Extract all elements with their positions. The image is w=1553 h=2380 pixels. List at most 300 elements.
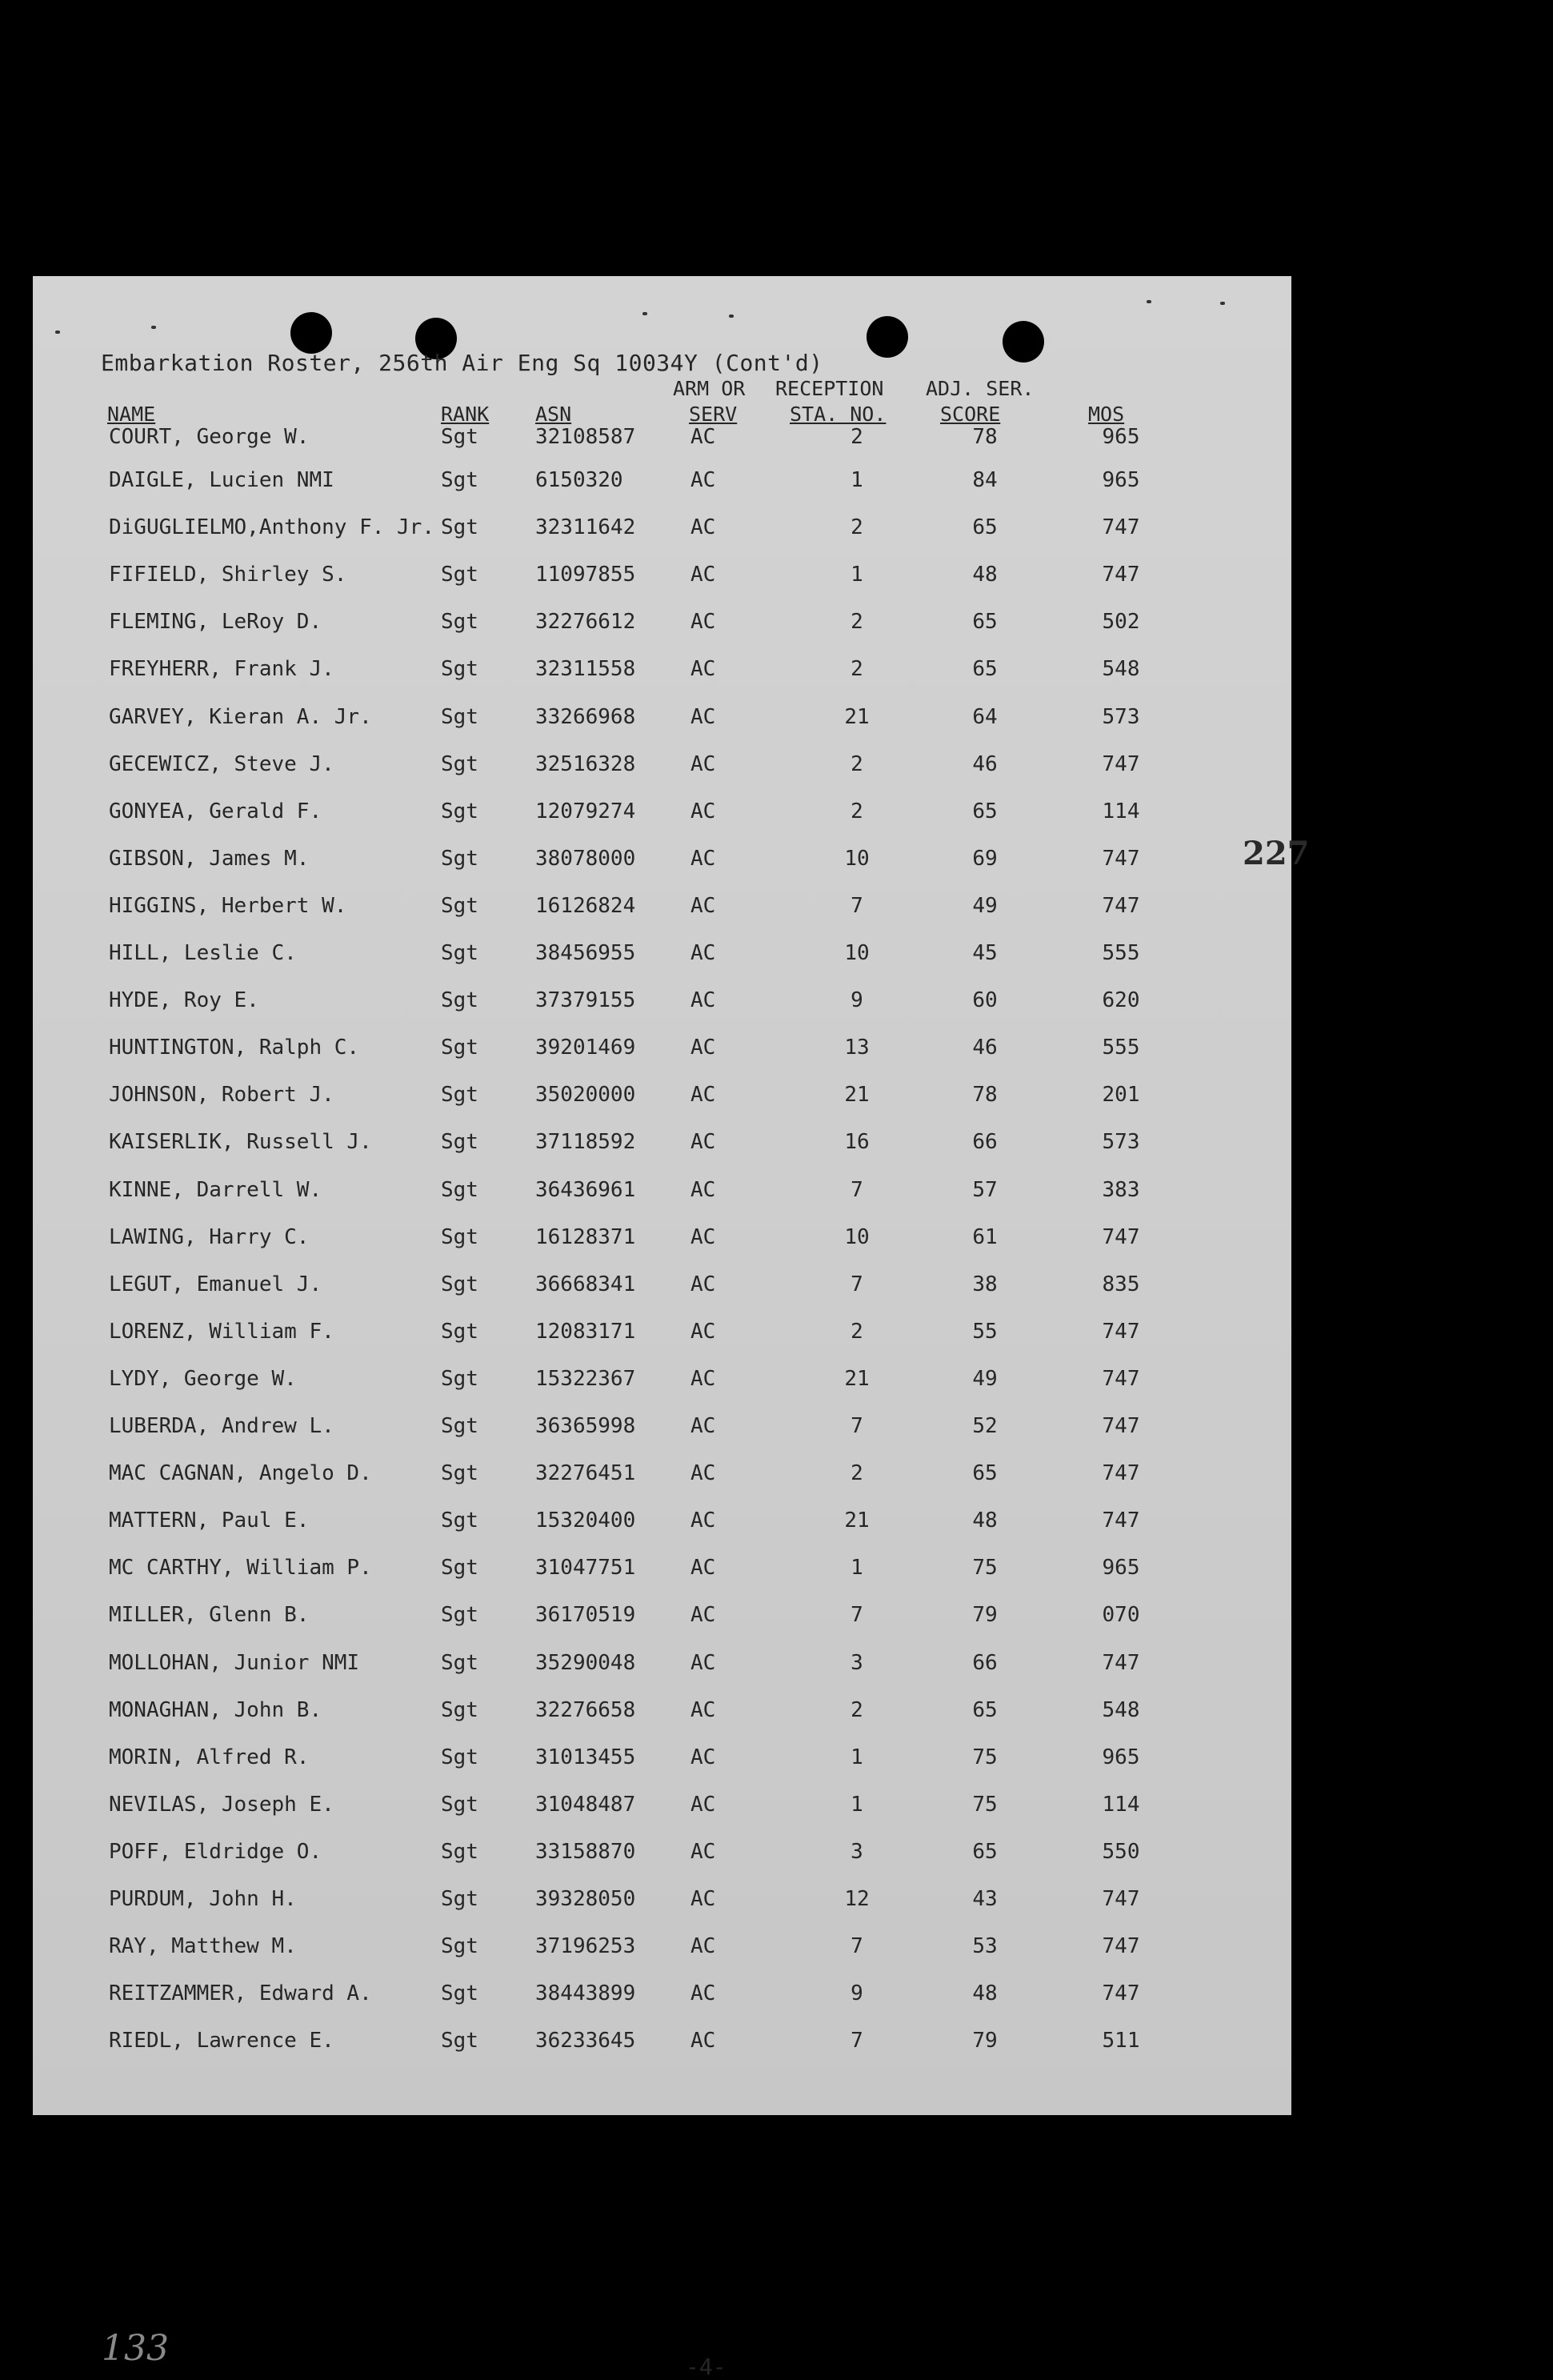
- serv-cell: AC: [690, 1177, 716, 1202]
- serv-cell: AC: [690, 657, 716, 682]
- paper-speck: [729, 315, 734, 318]
- table-row: [33, 1272, 1291, 1304]
- reception-station-cell: 10: [844, 1224, 870, 1249]
- mos-cell: 965: [1102, 1745, 1140, 1769]
- reception-station-cell: 16: [844, 1130, 870, 1155]
- serv-cell: AC: [690, 988, 716, 1013]
- rank-cell: Sgt: [441, 425, 478, 449]
- score-cell: 79: [972, 1603, 998, 1628]
- reception-station-cell: 21: [844, 1083, 870, 1108]
- name-cell: HILL, Leslie C.: [109, 941, 297, 965]
- reception-station-cell: 10: [844, 846, 870, 871]
- name-cell: KAISERLIK, Russell J.: [109, 1130, 372, 1155]
- reception-station-cell: 1: [851, 1556, 863, 1581]
- rank-cell: Sgt: [441, 1366, 478, 1391]
- rank-cell: Sgt: [441, 2029, 478, 2053]
- name-cell: GARVEY, Kieran A. Jr.: [109, 704, 372, 729]
- asn-cell: 37118592: [535, 1130, 636, 1155]
- name-cell: HYDE, Roy E.: [109, 988, 259, 1013]
- reception-station-cell: 1: [851, 1745, 863, 1769]
- serv-cell: AC: [690, 1272, 716, 1296]
- score-cell: 48: [972, 1981, 998, 2006]
- table-row: [33, 1793, 1291, 1825]
- header-name: NAME: [107, 403, 156, 426]
- mos-cell: 114: [1102, 1792, 1140, 1817]
- score-cell: 43: [972, 1887, 998, 1911]
- paper-speck: [642, 312, 647, 315]
- name-cell: PURDUM, John H.: [109, 1887, 297, 1911]
- score-cell: 65: [972, 1839, 998, 1864]
- name-cell: HIGGINS, Herbert W.: [109, 893, 347, 918]
- mos-cell: 620: [1102, 988, 1140, 1013]
- score-cell: 65: [972, 657, 998, 682]
- mos-cell: 747: [1102, 1887, 1140, 1911]
- serv-cell: AC: [690, 2029, 716, 2053]
- paper-speck: [151, 326, 156, 329]
- roster-page: [33, 276, 1310, 2380]
- rank-cell: Sgt: [441, 1083, 478, 1108]
- asn-cell: 36365998: [535, 1414, 636, 1438]
- paper-speck: [1147, 300, 1151, 303]
- asn-cell: 36668341: [535, 1272, 636, 1296]
- name-cell: RAY, Matthew M.: [109, 1934, 297, 1959]
- rank-cell: Sgt: [441, 1745, 478, 1769]
- paper-speck: [1220, 302, 1225, 305]
- score-cell: 57: [972, 1177, 998, 1202]
- name-cell: LORENZ, William F.: [109, 1319, 334, 1344]
- name-cell: KINNE, Darrell W.: [109, 1177, 322, 1202]
- reception-station-cell: 10: [844, 941, 870, 965]
- rank-cell: Sgt: [441, 1603, 478, 1628]
- reception-station-cell: 2: [851, 1461, 863, 1486]
- rank-cell: Sgt: [441, 1697, 478, 1722]
- score-cell: 49: [972, 1366, 998, 1391]
- score-cell: 66: [972, 1650, 998, 1675]
- name-cell: MORIN, Alfred R.: [109, 1745, 310, 1769]
- serv-cell: AC: [690, 1036, 716, 1060]
- asn-cell: 31013455: [535, 1745, 636, 1769]
- header-reception-line2: STA. NO.: [790, 403, 887, 426]
- serv-cell: AC: [690, 1224, 716, 1249]
- header-arm-line2: SERV: [689, 403, 738, 426]
- score-cell: 78: [972, 1083, 998, 1108]
- table-row: [33, 563, 1291, 595]
- score-cell: 46: [972, 1036, 998, 1060]
- rank-cell: Sgt: [441, 1461, 478, 1486]
- rank-cell: Sgt: [441, 1509, 478, 1533]
- reception-station-cell: 7: [851, 1603, 863, 1628]
- name-cell: JOHNSON, Robert J.: [109, 1083, 334, 1108]
- mos-cell: 070: [1102, 1603, 1140, 1628]
- rank-cell: Sgt: [441, 799, 478, 823]
- table-row: [33, 894, 1291, 926]
- table-row: [33, 1178, 1291, 1210]
- asn-cell: 33266968: [535, 704, 636, 729]
- asn-cell: 32516328: [535, 751, 636, 776]
- score-cell: 66: [972, 1130, 998, 1155]
- serv-cell: AC: [690, 1981, 716, 2006]
- name-cell: RIEDL, Lawrence E.: [109, 2029, 334, 2053]
- table-row: [33, 657, 1291, 689]
- asn-cell: 38443899: [535, 1981, 636, 2006]
- reception-station-cell: 9: [851, 988, 863, 1013]
- name-cell: GECEWICZ, Steve J.: [109, 751, 334, 776]
- serv-cell: AC: [690, 1603, 716, 1628]
- asn-cell: 38456955: [535, 941, 636, 965]
- score-cell: 52: [972, 1414, 998, 1438]
- score-cell: 60: [972, 988, 998, 1013]
- asn-cell: 32276451: [535, 1461, 636, 1486]
- mos-cell: 965: [1102, 468, 1140, 492]
- rank-cell: Sgt: [441, 1792, 478, 1817]
- asn-cell: 31047751: [535, 1556, 636, 1581]
- rank-cell: Sgt: [441, 515, 478, 540]
- mos-cell: 747: [1102, 1366, 1140, 1391]
- table-row: [33, 1934, 1291, 1966]
- punch-hole: [1003, 321, 1044, 363]
- rank-cell: Sgt: [441, 1414, 478, 1438]
- table-row: [33, 847, 1291, 879]
- reception-station-cell: 3: [851, 1650, 863, 1675]
- score-cell: 75: [972, 1745, 998, 1769]
- name-cell: FLEMING, LeRoy D.: [109, 610, 322, 635]
- score-cell: 45: [972, 941, 998, 965]
- serv-cell: AC: [690, 1366, 716, 1391]
- table-row: [33, 1130, 1291, 1162]
- reception-station-cell: 7: [851, 1177, 863, 1202]
- asn-cell: 16128371: [535, 1224, 636, 1249]
- serv-cell: AC: [690, 1130, 716, 1155]
- mos-cell: 747: [1102, 1414, 1140, 1438]
- asn-cell: 15320400: [535, 1509, 636, 1533]
- rank-cell: Sgt: [441, 1319, 478, 1344]
- rank-cell: Sgt: [441, 846, 478, 871]
- asn-cell: 35020000: [535, 1083, 636, 1108]
- name-cell: LAWING, Harry C.: [109, 1224, 310, 1249]
- mos-cell: 747: [1102, 515, 1140, 540]
- rank-cell: Sgt: [441, 1177, 478, 1202]
- table-row: [33, 2029, 1291, 2061]
- table-row: [33, 752, 1291, 784]
- table-row: [33, 1225, 1291, 1257]
- serv-cell: AC: [690, 846, 716, 871]
- mos-cell: 502: [1102, 610, 1140, 635]
- mos-cell: 201: [1102, 1083, 1140, 1108]
- asn-cell: 33158870: [535, 1839, 636, 1864]
- table-row: [33, 988, 1291, 1020]
- asn-cell: 35290048: [535, 1650, 636, 1675]
- serv-cell: AC: [690, 425, 716, 449]
- serv-cell: AC: [690, 1839, 716, 1864]
- rank-cell: Sgt: [441, 563, 478, 587]
- name-cell: REITZAMMER, Edward A.: [109, 1981, 372, 2006]
- rank-cell: Sgt: [441, 893, 478, 918]
- serv-cell: AC: [690, 610, 716, 635]
- rank-cell: Sgt: [441, 468, 478, 492]
- serv-cell: AC: [690, 893, 716, 918]
- serv-cell: AC: [690, 1792, 716, 1817]
- rank-cell: Sgt: [441, 1887, 478, 1911]
- asn-cell: 32276612: [535, 610, 636, 635]
- reception-station-cell: 7: [851, 2029, 863, 2053]
- serv-cell: AC: [690, 1509, 716, 1533]
- roster-title: Embarkation Roster, 256th Air Eng Sq 10034Y (Cont'd): [101, 350, 823, 376]
- table-row: [33, 1083, 1291, 1115]
- serv-cell: AC: [690, 799, 716, 823]
- serv-cell: AC: [690, 563, 716, 587]
- reception-station-cell: 2: [851, 1697, 863, 1722]
- header-rank: RANK: [441, 403, 490, 426]
- mos-cell: 383: [1102, 1177, 1140, 1202]
- serv-cell: AC: [690, 1650, 716, 1675]
- header-adj-line2: SCORE: [940, 403, 1001, 426]
- name-cell: MOLLOHAN, Junior NMI: [109, 1650, 360, 1675]
- reception-station-cell: 2: [851, 515, 863, 540]
- serv-cell: AC: [690, 468, 716, 492]
- rank-cell: Sgt: [441, 1934, 478, 1959]
- name-cell: LEGUT, Emanuel J.: [109, 1272, 322, 1296]
- name-cell: LYDY, George W.: [109, 1366, 297, 1391]
- name-cell: NEVILAS, Joseph E.: [109, 1792, 334, 1817]
- reception-station-cell: 13: [844, 1036, 870, 1060]
- score-cell: 48: [972, 563, 998, 587]
- reception-station-cell: 3: [851, 1839, 863, 1864]
- name-cell: HUNTINGTON, Ralph C.: [109, 1036, 360, 1060]
- header-arm-line1: ARM OR: [673, 377, 746, 400]
- mos-cell: 114: [1102, 799, 1140, 823]
- paper-speck: [55, 331, 60, 334]
- header-reception-line1: RECEPTION: [775, 377, 884, 400]
- mos-cell: 747: [1102, 1934, 1140, 1959]
- mos-cell: 548: [1102, 1697, 1140, 1722]
- score-cell: 48: [972, 1509, 998, 1533]
- score-cell: 65: [972, 799, 998, 823]
- name-cell: LUBERDA, Andrew L.: [109, 1414, 334, 1438]
- reception-station-cell: 1: [851, 563, 863, 587]
- score-cell: 64: [972, 704, 998, 729]
- asn-cell: 36436961: [535, 1177, 636, 1202]
- header-adj-line1: ADJ. SER.: [926, 377, 1035, 400]
- header-mos: MOS: [1088, 403, 1125, 426]
- header-asn: ASN: [535, 403, 572, 426]
- asn-cell: 12079274: [535, 799, 636, 823]
- score-cell: 65: [972, 515, 998, 540]
- name-cell: FREYHERR, Frank J.: [109, 657, 334, 682]
- page-number: -4-: [686, 2354, 726, 2380]
- mos-cell: 548: [1102, 657, 1140, 682]
- score-cell: 61: [972, 1224, 998, 1249]
- table-row: [33, 1320, 1291, 1352]
- mos-cell: 550: [1102, 1839, 1140, 1864]
- asn-cell: 12083171: [535, 1319, 636, 1344]
- mos-cell: 573: [1102, 1130, 1140, 1155]
- name-cell: MONAGHAN, John B.: [109, 1697, 322, 1722]
- reception-station-cell: 21: [844, 1509, 870, 1533]
- rank-cell: Sgt: [441, 1036, 478, 1060]
- asn-cell: 36233645: [535, 2029, 636, 2053]
- asn-cell: 39201469: [535, 1036, 636, 1060]
- serv-cell: AC: [690, 1414, 716, 1438]
- reception-station-cell: 2: [851, 425, 863, 449]
- score-cell: 69: [972, 846, 998, 871]
- mos-cell: 747: [1102, 1509, 1140, 1533]
- table-row: [33, 610, 1291, 642]
- serv-cell: AC: [690, 1934, 716, 1959]
- mos-cell: 747: [1102, 1224, 1140, 1249]
- score-cell: 75: [972, 1792, 998, 1817]
- table-row: [33, 1509, 1291, 1541]
- name-cell: DAIGLE, Lucien NMI: [109, 468, 334, 492]
- mos-cell: 747: [1102, 1650, 1140, 1675]
- table-row: [33, 1556, 1291, 1588]
- table-row: [33, 1698, 1291, 1730]
- table-row: [33, 1036, 1291, 1068]
- table-row: [33, 1461, 1291, 1493]
- score-cell: 38: [972, 1272, 998, 1296]
- mos-cell: 747: [1102, 1981, 1140, 2006]
- mos-cell: 555: [1102, 1036, 1140, 1060]
- rank-cell: Sgt: [441, 1839, 478, 1864]
- score-cell: 49: [972, 893, 998, 918]
- asn-cell: 32311642: [535, 515, 636, 540]
- serv-cell: AC: [690, 1745, 716, 1769]
- table-row: [33, 515, 1291, 547]
- asn-cell: 6150320: [535, 468, 623, 492]
- punch-hole: [867, 316, 908, 358]
- asn-cell: 39328050: [535, 1887, 636, 1911]
- mos-cell: 747: [1102, 563, 1140, 587]
- serv-cell: AC: [690, 1697, 716, 1722]
- mos-cell: 747: [1102, 751, 1140, 776]
- asn-cell: 31048487: [535, 1792, 636, 1817]
- table-row: [33, 1745, 1291, 1777]
- name-cell: POFF, Eldridge O.: [109, 1839, 322, 1864]
- reception-station-cell: 9: [851, 1981, 863, 2006]
- rank-cell: Sgt: [441, 1650, 478, 1675]
- reception-station-cell: 7: [851, 1414, 863, 1438]
- mos-cell: 555: [1102, 941, 1140, 965]
- table-row: [33, 705, 1291, 737]
- asn-cell: 37196253: [535, 1934, 636, 1959]
- score-cell: 65: [972, 1461, 998, 1486]
- name-cell: MC CARTHY, William P.: [109, 1556, 372, 1581]
- table-row: [33, 1651, 1291, 1683]
- mos-cell: 511: [1102, 2029, 1140, 2053]
- asn-cell: 37379155: [535, 988, 636, 1013]
- rank-cell: Sgt: [441, 610, 478, 635]
- reception-station-cell: 2: [851, 657, 863, 682]
- mos-cell: 965: [1102, 425, 1140, 449]
- score-cell: 46: [972, 751, 998, 776]
- asn-cell: 15322367: [535, 1366, 636, 1391]
- name-cell: GONYEA, Gerald F.: [109, 799, 322, 823]
- table-row: [33, 1414, 1291, 1446]
- asn-cell: 36170519: [535, 1603, 636, 1628]
- reception-station-cell: 2: [851, 610, 863, 635]
- score-cell: 84: [972, 468, 998, 492]
- rank-cell: Sgt: [441, 1130, 478, 1155]
- asn-cell: 16126824: [535, 893, 636, 918]
- score-cell: 53: [972, 1934, 998, 1959]
- score-cell: 79: [972, 2029, 998, 2053]
- serv-cell: AC: [690, 1461, 716, 1486]
- name-cell: GIBSON, James M.: [109, 846, 310, 871]
- asn-cell: 11097855: [535, 563, 636, 587]
- rank-cell: Sgt: [441, 751, 478, 776]
- name-cell: MAC CAGNAN, Angelo D.: [109, 1461, 372, 1486]
- rank-cell: Sgt: [441, 941, 478, 965]
- asn-cell: 32311558: [535, 657, 636, 682]
- name-cell: COURT, George W.: [109, 425, 310, 449]
- reception-station-cell: 1: [851, 1792, 863, 1817]
- name-cell: FIFIELD, Shirley S.: [109, 563, 347, 587]
- serv-cell: AC: [690, 751, 716, 776]
- reception-station-cell: 7: [851, 1934, 863, 1959]
- rank-cell: Sgt: [441, 704, 478, 729]
- table-row: [33, 468, 1291, 500]
- mos-cell: 747: [1102, 893, 1140, 918]
- name-cell: MILLER, Glenn B.: [109, 1603, 310, 1628]
- mos-cell: 573: [1102, 704, 1140, 729]
- punch-hole: [290, 312, 332, 354]
- serv-cell: AC: [690, 1083, 716, 1108]
- reception-station-cell: 12: [844, 1887, 870, 1911]
- serv-cell: AC: [690, 515, 716, 540]
- reception-station-cell: 21: [844, 1366, 870, 1391]
- reception-station-cell: 2: [851, 799, 863, 823]
- margin-page-number: 227: [1243, 835, 1310, 872]
- table-row: [33, 1367, 1291, 1399]
- mos-cell: 747: [1102, 1461, 1140, 1486]
- table-row: [33, 1887, 1291, 1919]
- reception-station-cell: 7: [851, 1272, 863, 1296]
- score-cell: 78: [972, 425, 998, 449]
- reception-station-cell: 1: [851, 468, 863, 492]
- mos-cell: 965: [1102, 1556, 1140, 1581]
- handwritten-number: 133: [102, 2328, 169, 2369]
- rank-cell: Sgt: [441, 657, 478, 682]
- mos-cell: 747: [1102, 846, 1140, 871]
- reception-station-cell: 2: [851, 751, 863, 776]
- table-row: [33, 941, 1291, 973]
- reception-station-cell: 7: [851, 893, 863, 918]
- rank-cell: Sgt: [441, 1556, 478, 1581]
- mos-cell: 747: [1102, 1319, 1140, 1344]
- asn-cell: 32108587: [535, 425, 636, 449]
- rank-cell: Sgt: [441, 1981, 478, 2006]
- table-row: [33, 1603, 1291, 1635]
- name-cell: DiGUGLIELMO,Anthony F. Jr.: [109, 515, 434, 540]
- rank-cell: Sgt: [441, 1272, 478, 1296]
- serv-cell: AC: [690, 1319, 716, 1344]
- reception-station-cell: 21: [844, 704, 870, 729]
- score-cell: 65: [972, 1697, 998, 1722]
- score-cell: 65: [972, 610, 998, 635]
- rank-cell: Sgt: [441, 1224, 478, 1249]
- score-cell: 55: [972, 1319, 998, 1344]
- table-row: [33, 799, 1291, 831]
- serv-cell: AC: [690, 1556, 716, 1581]
- score-cell: 75: [972, 1556, 998, 1581]
- reception-station-cell: 2: [851, 1319, 863, 1344]
- serv-cell: AC: [690, 1887, 716, 1911]
- table-row: [33, 1840, 1291, 1872]
- table-row: [33, 425, 1291, 457]
- table-row: [33, 1981, 1291, 2013]
- rank-cell: Sgt: [441, 988, 478, 1013]
- mos-cell: 835: [1102, 1272, 1140, 1296]
- serv-cell: AC: [690, 704, 716, 729]
